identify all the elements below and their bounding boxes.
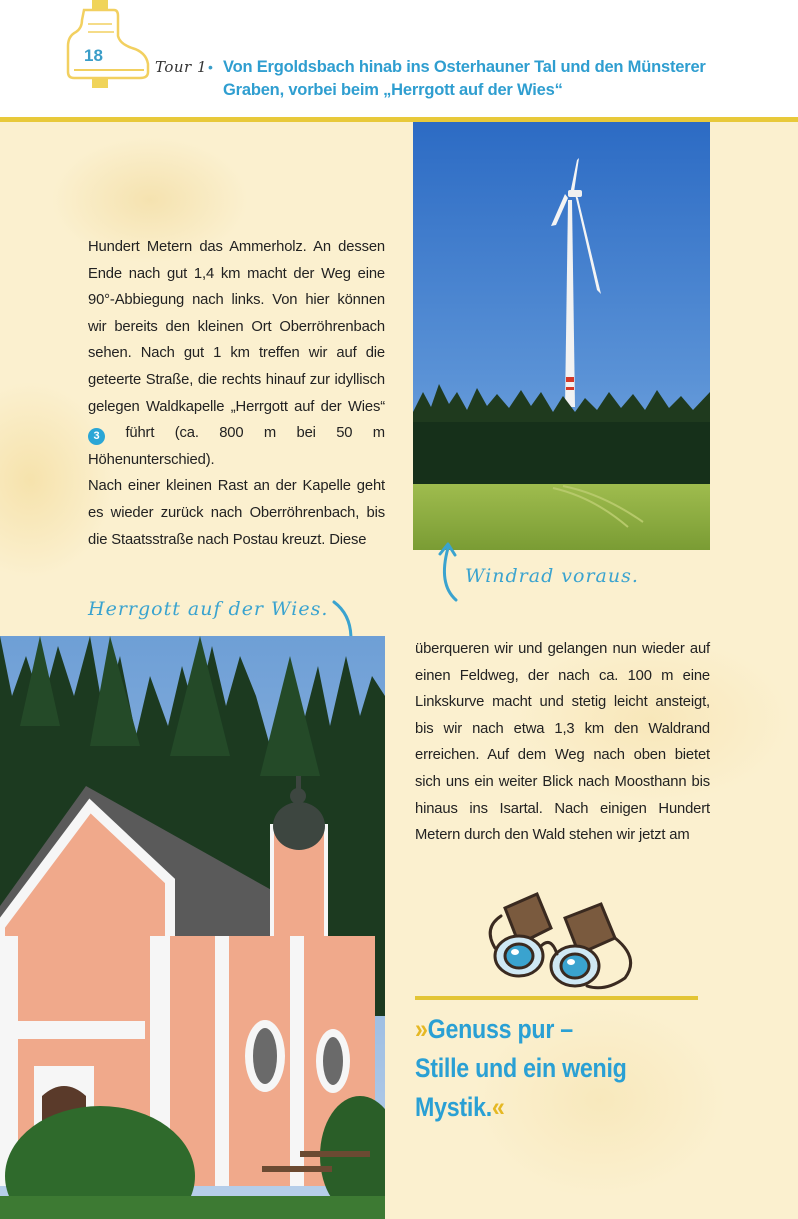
quote-open-mark: » <box>415 1014 428 1044</box>
quote-text-1: Genuss pur – <box>427 1014 573 1044</box>
waypoint-marker: 3 <box>88 428 105 445</box>
chapel-photo <box>0 636 385 1219</box>
right-text-paragraph: überqueren wir und gelangen nun wieder auf einen Feldweg, der nach ca. 100 m eine Linkskurve macht und stetig leicht ansteigt, bis wir nach etwa 1,3 km den Waldrand erreichen. Auf dem Weg nach oben bietet sich uns ein weiter Blick nach Moosthann bis hinaus ins Isartal. Nach einigen Hundert Metern durch den Wald stehen wir jetzt am <box>415 641 710 844</box>
left-column-text <box>88 234 385 553</box>
quote-text-2: Stille und ein wenig Mystik. <box>415 1053 627 1122</box>
church-caption: Herrgott auf der Wies. <box>88 598 329 620</box>
tour-title: Von Ergoldsbach hinab ins Osterhauner Tal und den Münsterer Graben, vorbei beim „Herrgott auf der Wies“ <box>223 58 706 99</box>
wind-turbine-photo <box>413 122 710 550</box>
page-number: 18 <box>84 46 103 65</box>
left-text-paragraph-2: Nach einer kleinen Rast an der Kapelle geht es wieder zurück nach Oberröhrenbach, bis die Staatsstraße nach Postau kreuzt. Diese <box>88 478 385 548</box>
curved-arrow-icon <box>430 540 464 604</box>
quote-close-mark: « <box>491 1092 505 1122</box>
tour-label: Tour 1 <box>155 58 208 76</box>
pull-quote <box>415 1010 699 1127</box>
quote-line-1 <box>415 1010 699 1049</box>
quote-rule <box>415 996 698 1000</box>
tour-bullet: • <box>208 59 213 75</box>
binoculars-icon <box>475 888 655 998</box>
right-column-text <box>415 636 710 849</box>
quote-line-2 <box>415 1049 699 1127</box>
wind-caption: Windrad voraus. <box>465 565 639 587</box>
left-text-part-1: Hundert Metern das Ammerholz. An dessen Ende nach gut 1,4 km macht der Weg eine 90°-Abbiegung nach links. Von hier können wir bereits den kleinen Ort Oberröhrenbach sehen. Nach gut 1 km treffen wir auf die geteerte Straße, die rechts hinauf zur idyllisch gelegen Waldkapelle „Herrgott auf der Wies“ <box>88 239 385 415</box>
left-text-part-2: führt (ca. 800 m bei 50 m Höhenunterschied). <box>88 425 385 468</box>
